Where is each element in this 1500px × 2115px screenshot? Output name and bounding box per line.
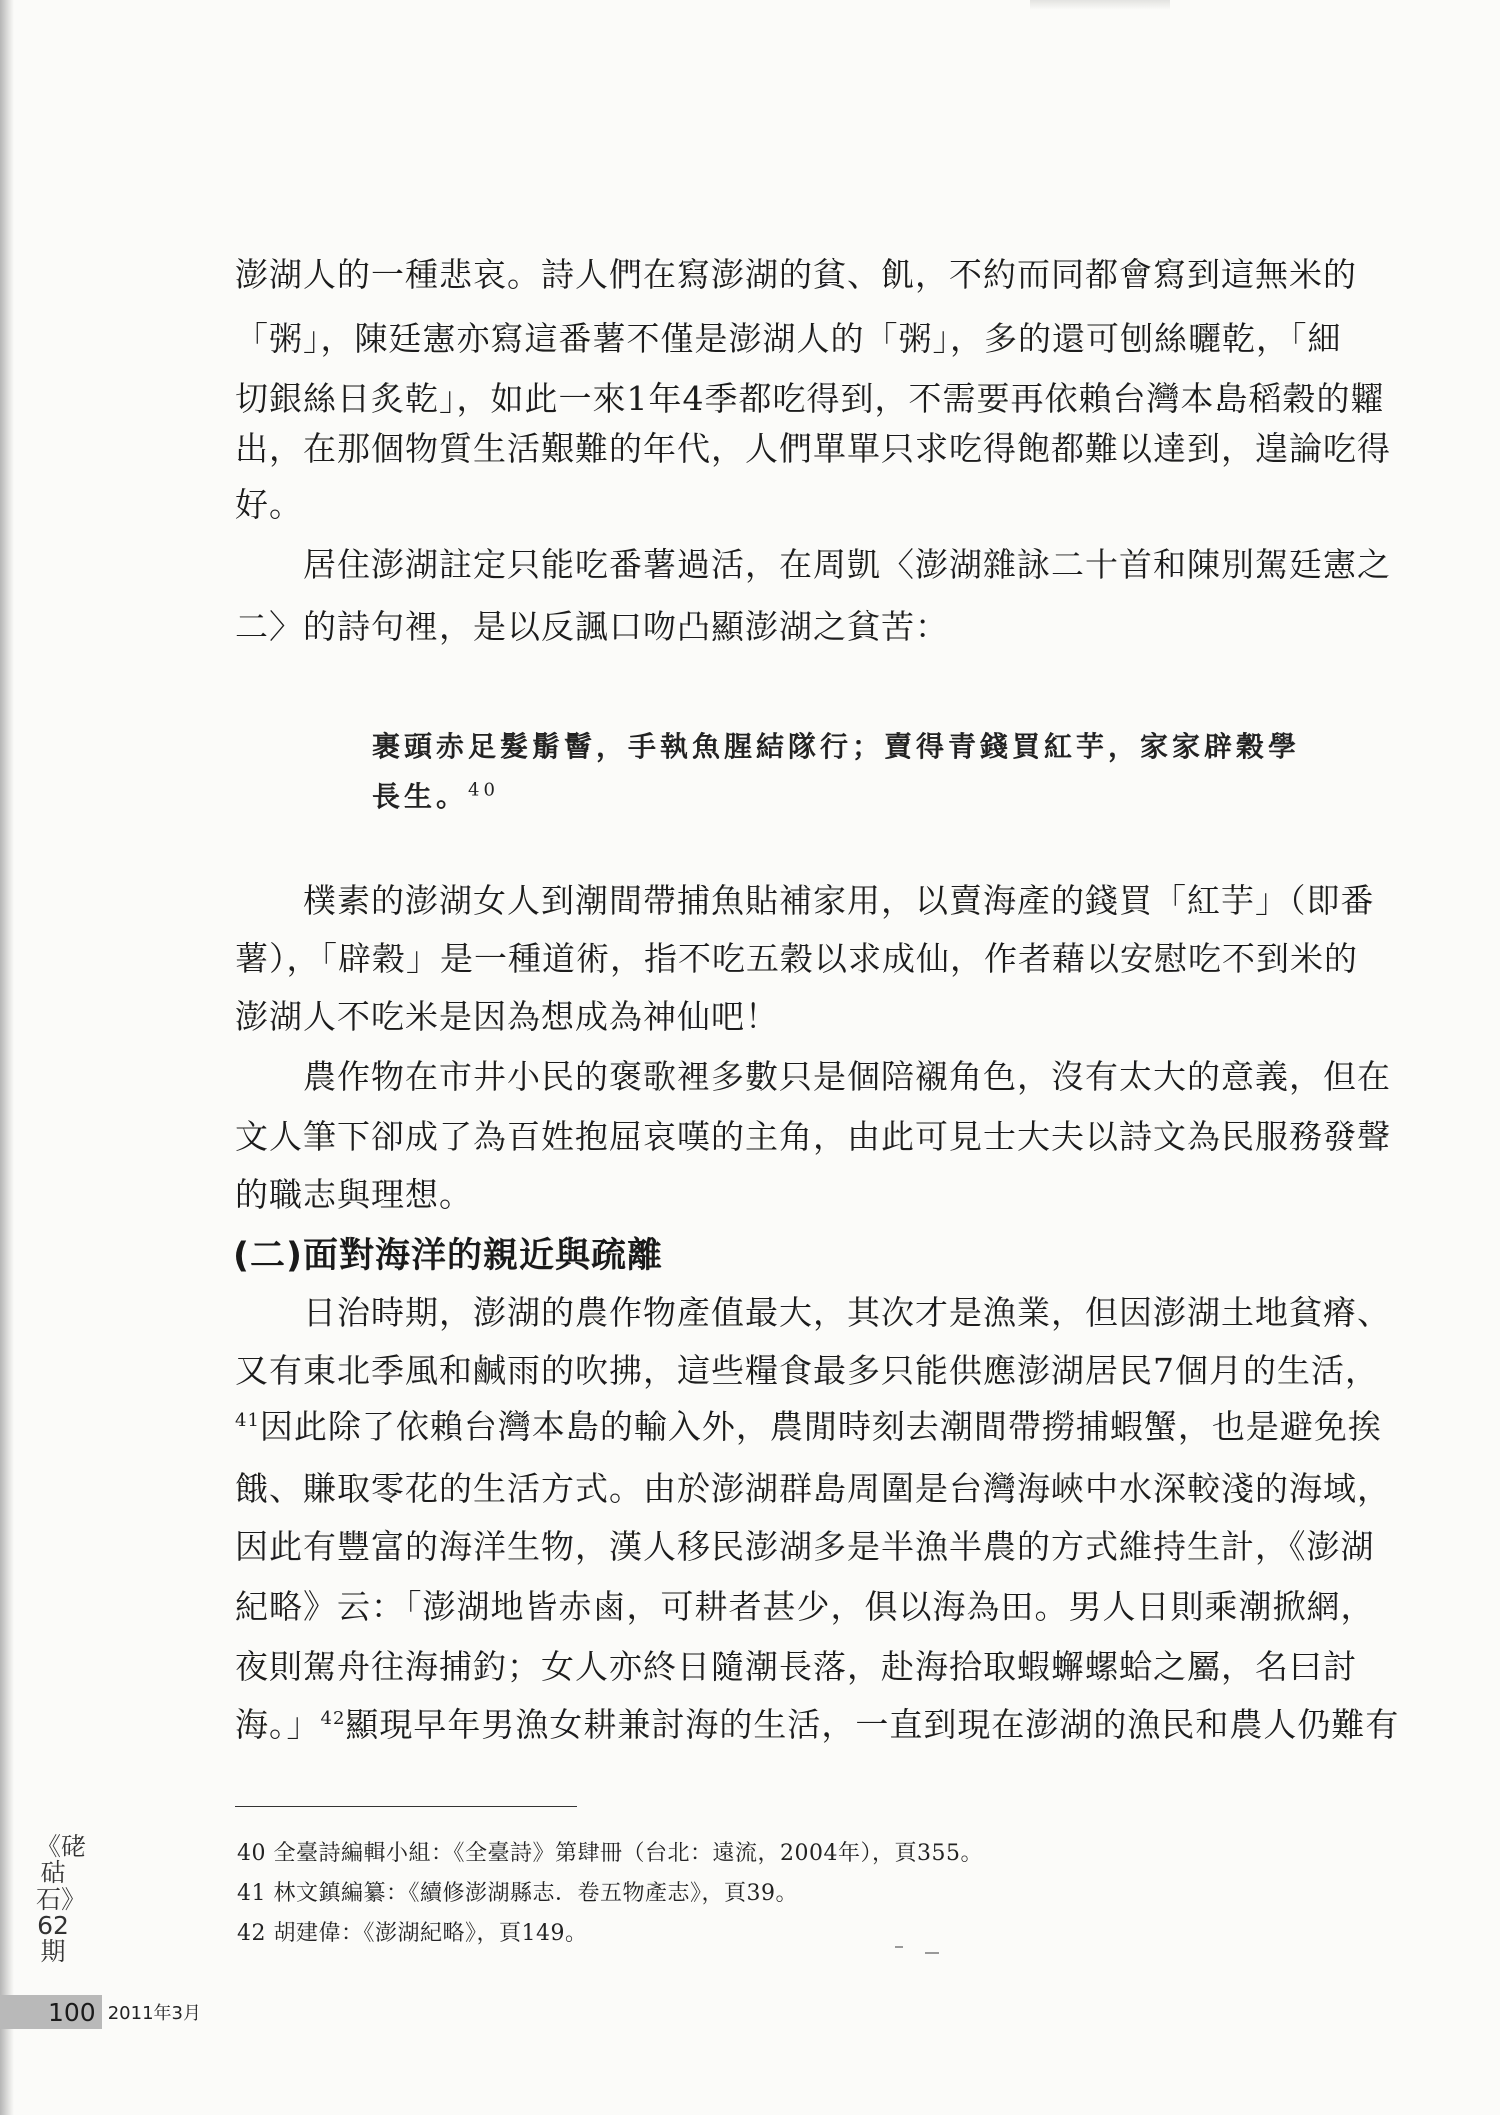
text-segment: 海。」 [235, 1705, 321, 1744]
text-line: 樸素的澎湖女人到潮間帶捕魚貼補家用，以賣海產的錢買「紅芋」（即番 [303, 881, 1375, 920]
text-line: 薯），「辟穀」是一種道術，指不吃五穀以求成仙，作者藉以安慰吃不到米的 [235, 939, 1358, 978]
text-line: 餓、賺取零花的生活方式。由於澎湖群島周圍是台灣海峽中水深較淺的海域， [235, 1469, 1391, 1508]
text-line: 因此有豐富的海洋生物，漢人移民澎湖多是半漁半農的方式維持生計，《澎湖 [235, 1527, 1375, 1566]
page-footer [0, 1992, 240, 2032]
footnote-ref-42[interactable]: 42 [320, 1708, 346, 1729]
footnote-ref-41[interactable]: 41 [235, 1410, 260, 1431]
text-segment: 因此除了依賴台灣本島的輸入外，農閒時刻去潮間帶撈捕蝦蟹，也是避免挨 [259, 1407, 1382, 1446]
text-line: 好。 [235, 485, 303, 524]
footnote-41: 41 林文鎮編纂：《續修澎湖縣志．卷五物產志》，頁39。 [237, 1881, 798, 1906]
quote-line-2 [372, 775, 499, 815]
text-line: 出，在那個物質生活艱難的年代，人們單單只求吃得飽都難以達到，遑論吃得 [235, 429, 1391, 468]
text-line: 農作物在市井小民的褒歌裡多數只是個陪襯角色，沒有太大的意義，但在 [303, 1057, 1391, 1096]
footnote-42: 42 胡建偉：《澎湖紀略》，頁149。 [237, 1921, 588, 1946]
text-segment: 顯現早年男漁女耕兼討海的生活，一直到現在澎湖的漁民和農人仍難有 [345, 1705, 1400, 1744]
text-line: 日治時期，澎湖的農作物產值最大，其次才是漁業，但因澎湖土地貧瘠、 [303, 1293, 1391, 1332]
text-line: 又有東北季風和鹹雨的吹拂，這些糧食最多只能供應澎湖居民7個月的生活， [235, 1351, 1379, 1390]
text-line [235, 1705, 1400, 1744]
scan-mark [925, 1952, 939, 1954]
text-line: 澎湖人不吃米是因為想成為神仙吧！ [235, 997, 779, 1036]
text-line: 的職志與理想。 [235, 1175, 473, 1214]
text-line: 二〉的詩句裡，是以反諷口吻凸顯澎湖之貧苦： [235, 607, 949, 646]
text-line: 居住澎湖註定只能吃番薯過活，在周凱〈澎湖雜詠二十首和陳別駕廷憲之 [303, 545, 1391, 584]
section-heading: (二)面對海洋的親近與疏離 [233, 1236, 663, 1276]
text-line: 紀略》云：「澎湖地皆赤鹵，可耕者甚少，俱以海為田。男人日則乘潮掀網， [235, 1587, 1375, 1626]
scan-mark [895, 1946, 903, 1948]
journal-title: 《硓𥑮石》62期 [36, 1832, 87, 1966]
text-line: 「粥」，陳廷憲亦寫這番薯不僅是澎湖人的「粥」，多的還可刨絲曬乾，「細 [235, 319, 1342, 358]
text-line: 夜則駕舟往海捕釣；女人亦終日隨潮長落，赴海拾取蝦蠏螺蛤之屬，名曰討 [235, 1647, 1357, 1686]
quote-text: 長生。 [372, 780, 469, 813]
issue-date: 2011年3月 [107, 2003, 201, 2024]
footnote-40: 40 全臺詩編輯小組：《全臺詩》第肆冊（台北：遠流，2004年），頁355。 [237, 1841, 983, 1866]
page-scan-edge [0, 0, 14, 2115]
text-line: 澎湖人的一種悲哀。詩人們在寫澎湖的貧、飢，不約而同都會寫到這無米的 [235, 255, 1357, 294]
text-line: 切銀絲日炙乾」，如此一來1年4季都吃得到，不需要再依賴台灣本島稻穀的糶 [235, 379, 1385, 418]
page-number: 100 [0, 1995, 102, 2029]
text-line: 文人筆下卻成了為百姓抱屈哀嘆的主角，由此可見士大夫以詩文為民服務發聲 [235, 1117, 1391, 1156]
scan-smudge [1030, 0, 1170, 10]
footnote-ref-40[interactable]: 40 [468, 779, 499, 801]
quote-line-1: 裹頭赤足髮鬅鬙，手執魚腥結隊行；賣得青錢買紅芋，家家辟穀學 [372, 730, 1301, 763]
footnote-divider [235, 1806, 577, 1807]
text-line [235, 1407, 1382, 1446]
